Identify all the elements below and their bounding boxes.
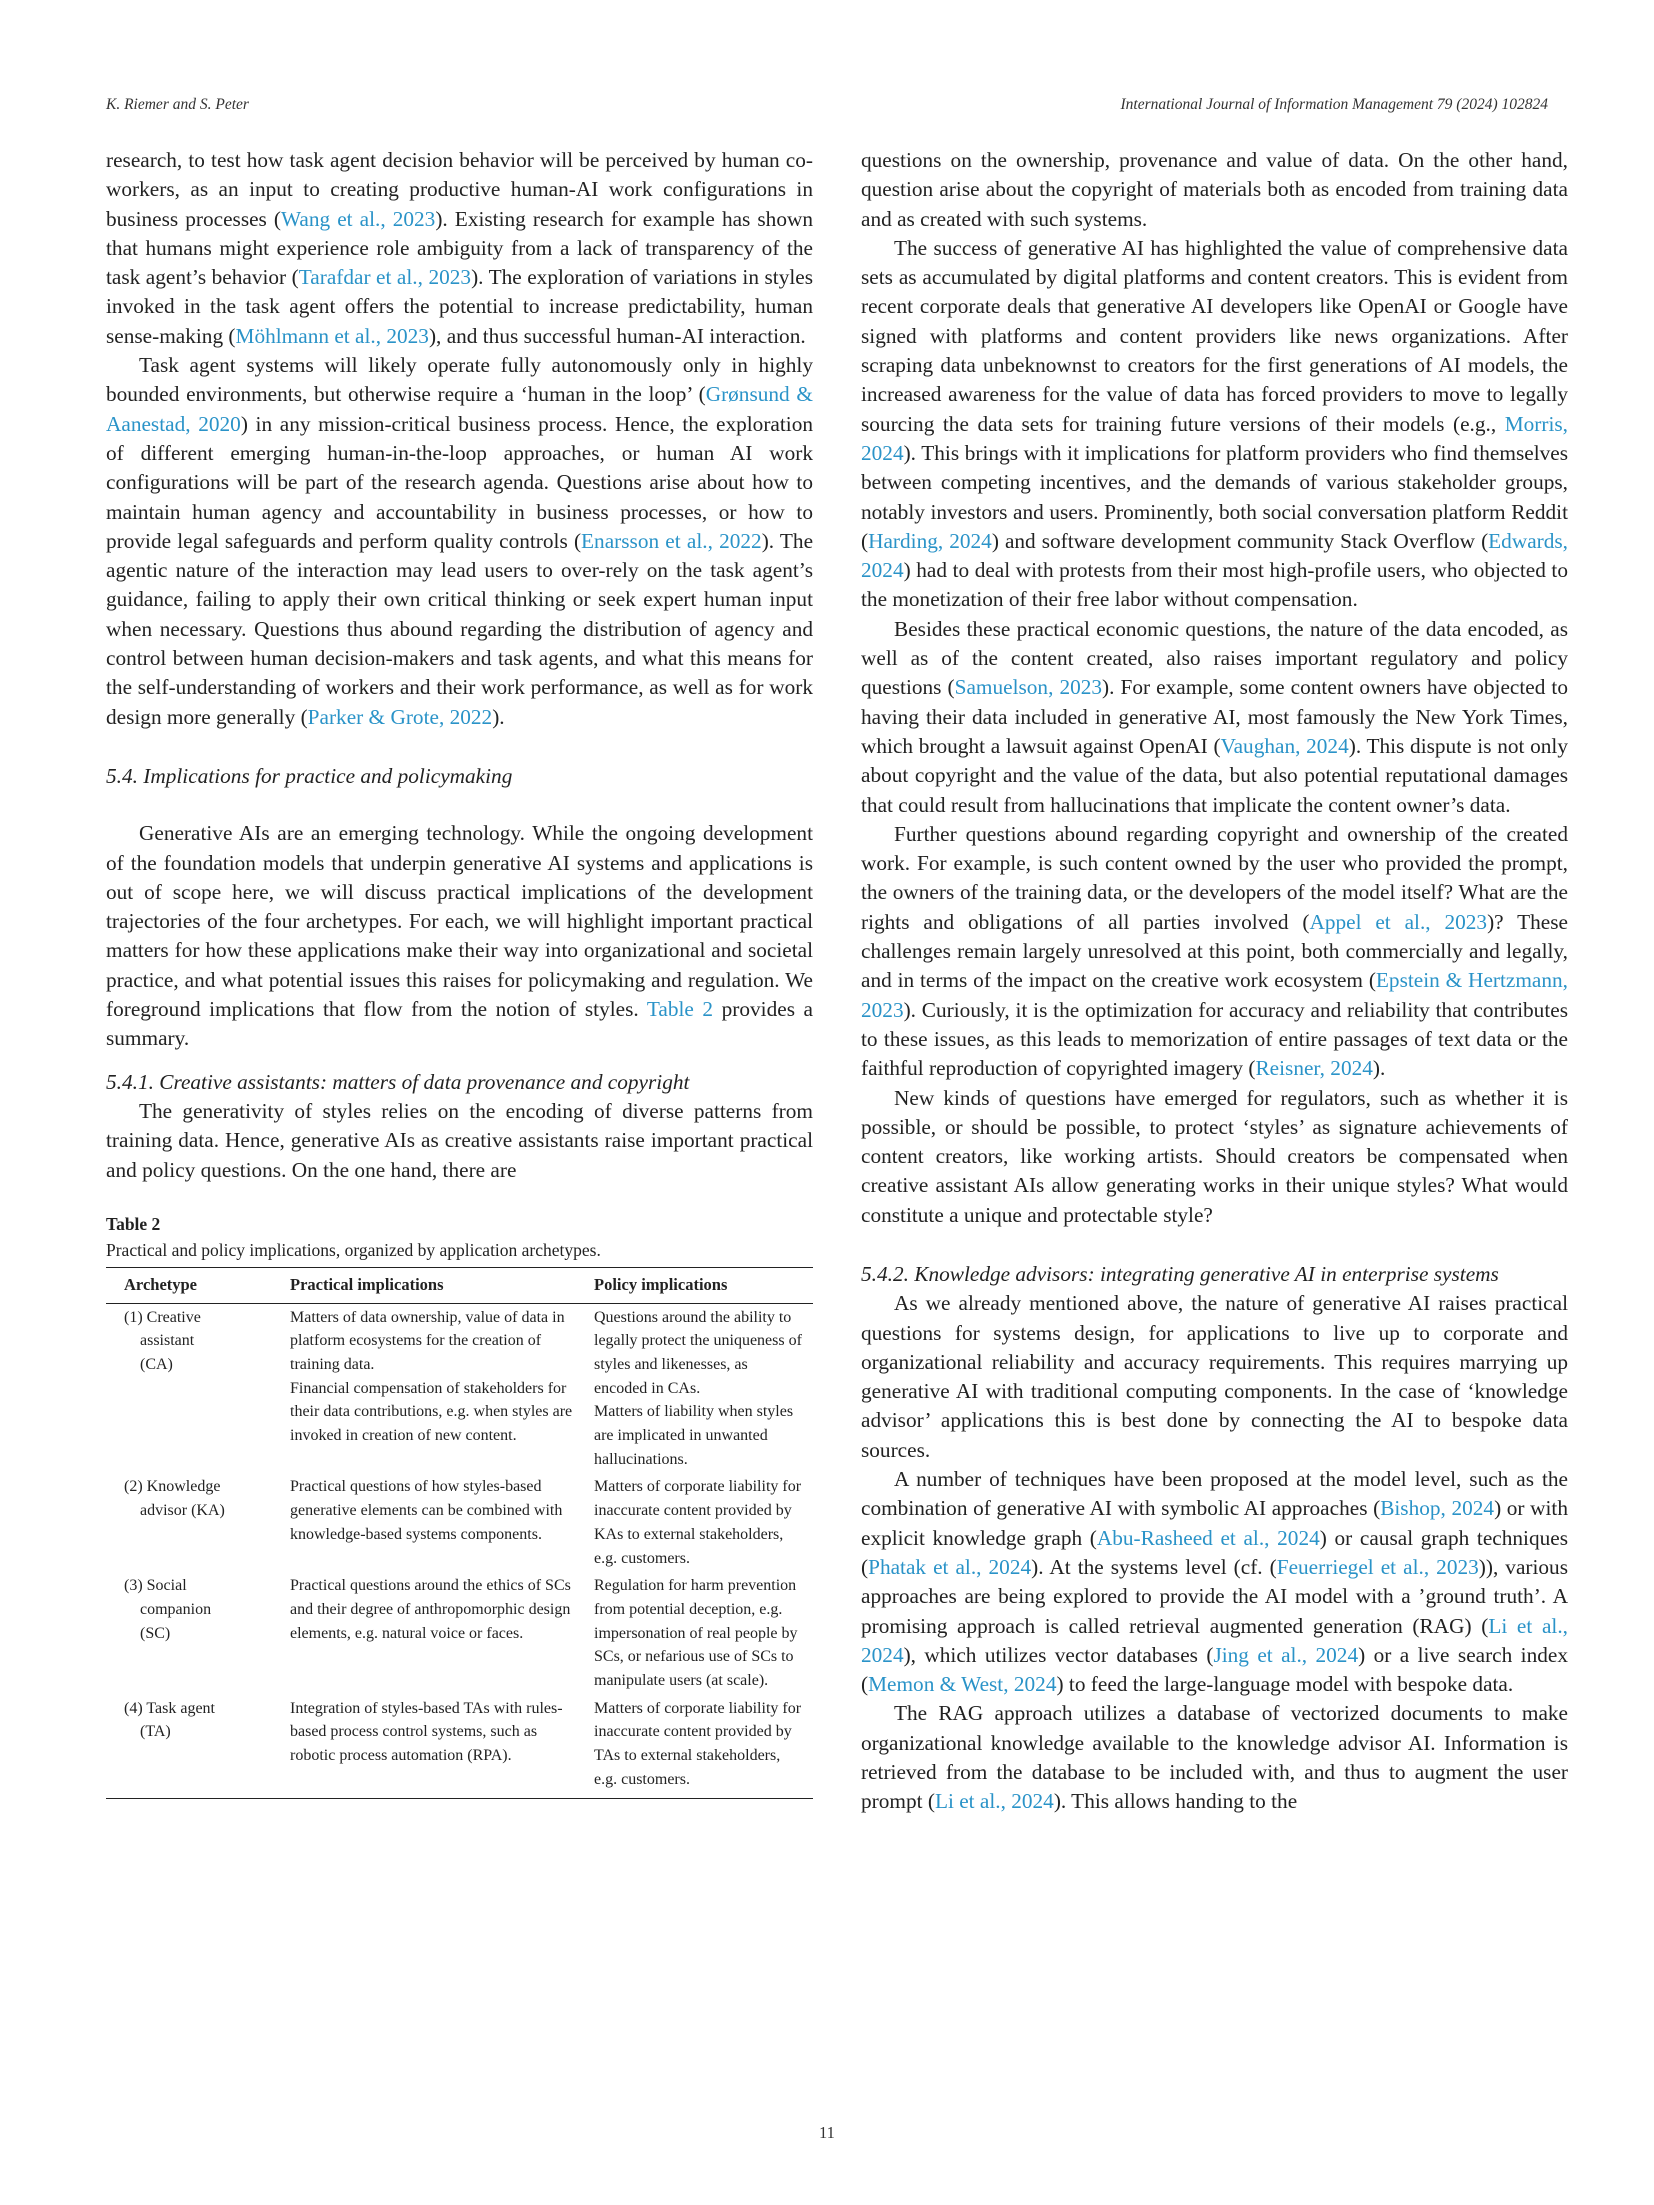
citation-link[interactable]: Morris, 2024 xyxy=(861,411,1568,465)
citation-link[interactable]: Enarsson et al., 2022 xyxy=(581,528,762,553)
citation-link[interactable]: Grønsund & Aanestad, 2020 xyxy=(106,382,813,436)
citation-link[interactable]: Tarafdar et al., 2023 xyxy=(298,265,472,290)
citation-link[interactable]: Appel et al., 2023 xyxy=(1309,909,1488,934)
table-row xyxy=(106,1695,813,1798)
running-header-journal: International Journal of Information Management 79 (2024) 102824 xyxy=(1120,96,1548,113)
policy-implications-cell: Regulation for harm prevention from potential deception, e.g. impersonation of real people by SCs, or nefarious use of SCs to manipulate users (at scale). xyxy=(594,1577,798,1690)
citation-link[interactable]: Abu-Rasheed et al., 2024 xyxy=(1096,1525,1320,1550)
paragraph: Further questions abound regarding copyright and ownership of the created work. For example, is such content owned by the user who provided the prompt, the owners of the training data, or the developers of the model itself? What are the rights and obligations of all parties involved (Appel et al., 2023)? These challenges remain largely unresolved at this point, both commercially and legally, and in terms of the impact on the creative work ecosystem (Epstein & Hertzmann, 2023). Curiously, it is the optimization for accuracy and reliability that contributes to these issues, as this leads to memorization of entire passages of text data or the faithful reproduction of copyrighted imagery (Reisner, 2024). xyxy=(861,821,1568,1081)
subsection-heading: 5.4.2. Knowledge advisors: integrating generative AI in enterprise systems xyxy=(861,1261,1499,1286)
citation-link[interactable]: Samuelson, 2023 xyxy=(954,675,1103,700)
table-row xyxy=(106,1572,813,1695)
table-caption: Practical and policy implications, organized by application archetypes. xyxy=(106,1239,601,1260)
table-body xyxy=(106,1303,813,1798)
table-row xyxy=(106,1303,813,1473)
paragraph: The generativity of styles relies on the encoding of diverse patterns from training data. Hence, generative AIs as creative assistants raise important practical and policy questions. On the one hand, there are xyxy=(106,1098,813,1182)
policy-implications-cell: Matters of corporate liability for inaccurate content provided by KAs to external stakeholders, e.g. customers. xyxy=(594,1478,802,1567)
citation-link[interactable]: Feuerriegel et al., 2023 xyxy=(1276,1554,1479,1579)
paragraph: As we already mentioned above, the nature of generative AI raises practical questions for systems design, for applications to live up to corporate and organizational reliability and accuracy requirements. This requires marrying up generative AI with traditional computing components. In the case of ‘knowledge advisor’ applications this is best done by connecting the AI to bespoke data sources. xyxy=(861,1291,1568,1462)
citation-link[interactable]: Memon & West, 2024 xyxy=(868,1672,1057,1697)
page-number: 11 xyxy=(819,2123,835,2142)
policy-implications-cell: Questions around the ability to legally protect the uniqueness of styles and likenesses, as encoded in CAs. Matters of liability when styles are implicated in unwanted hallucinations. xyxy=(594,1308,802,1468)
citation-link[interactable]: Bishop, 2024 xyxy=(1380,1496,1495,1521)
citation-link[interactable]: Reisner, 2024 xyxy=(1255,1056,1373,1081)
table-title: Table 2 xyxy=(106,1213,161,1234)
paragraph: A number of techniques have been proposed at the model level, such as the combination of generative AI with symbolic AI approaches (Bishop, 2024) or with explicit knowledge graph (Abu-Rasheed et al., 2024) or causal graph techniques (Phatak et al., 2024). At the systems level (cf. (Feuerriegel et al., 2023)), various approaches are being explored to provide the AI model with a ’ground truth’. A promising approach is called retrieval augmented generation (RAG) (Li et al., 2024), which utilizes vector databases (Jing et al., 2024) or a live search index (Memon & West, 2024) to feed the large-language model with bespoke data. xyxy=(861,1467,1568,1697)
column-header: Policy implications xyxy=(586,1267,813,1303)
paragraph: questions on the ownership, provenance and value of data. On the other hand, question arise about the copyright of materials both as encoded from training data and as created with such systems. xyxy=(861,148,1568,231)
table-header-row xyxy=(106,1267,813,1303)
citation-link[interactable]: Wang et al., 2023 xyxy=(281,206,436,231)
citation-link[interactable]: Edwards, 2024 xyxy=(861,528,1568,583)
running-header-authors: K. Riemer and S. Peter xyxy=(106,96,249,113)
paragraph: Besides these practical economic questions, the nature of the data encoded, as well as of the content created, also raises important regulatory and policy questions (Samuelson, 2023). For example, some content owners have objected to having their data included in generative AI, most famously the New York Times, which brought a lawsuit against OpenAI (Vaughan, 2024). This dispute is not only about copyright and the value of the data, but also potential reputational damages that could result from hallucinations that implicate the content owner’s data. xyxy=(861,616,1568,817)
citation-link[interactable]: Möhlmann et al., 2023 xyxy=(235,323,429,348)
citation-link[interactable]: Parker & Grote, 2022 xyxy=(307,704,493,729)
paragraph: Task agent systems will likely operate fully autonomously only in highly bounded environments, but otherwise require a ‘human in the loop’ (Grønsund & Aanestad, 2020) in any mission-critical business process. Hence, the exploration of different emerging human-in-the-loop approaches, or human AI work configurations will be part of the research agenda. Questions arise about how to maintain human agency and accountability in business processes, or how to provide legal safeguards and perform quality controls (Enarsson et al., 2022). The agentic nature of the interaction may lead users to over-rely on the task agent’s guidance, failing to apply their own critical thinking or seek expert human input when necessary. Questions thus abound regarding the distribution of agency and control between human decision-makers and task agents, and what this means for the self-understanding of workers and their work performance, as well as for work design more generally (Parker & Grote, 2022). xyxy=(106,353,814,729)
citation-link[interactable]: Vaughan, 2024 xyxy=(1220,733,1349,758)
paragraph: The success of generative AI has highlighted the value of comprehensive data sets as accumulated by digital platforms and content creators. This is evident from recent corporate deals that generative AI developers like OpenAI or Google have signed with platforms and content providers like news organizations. After scraping data unbeknownst to creators for the first generations of AI models, the increased awareness for the value of data has forced providers to move to legally sourcing the data sets for training future versions of their models (e.g., Morris, 2024). This brings with it implications for platform providers who find themselves between competing incentives, and the demands of various stakeholder groups, notably investors and users. Prominently, both social conversation platform Reddit (Harding, 2024) and software development community Stack Overflow (Edwards, 2024) had to deal with protests from their most high-profile users, who objected to the monetization of their free labor without compensation. xyxy=(861,235,1568,612)
section-heading: 5.4. Implications for practice and policymaking xyxy=(106,763,513,788)
left-column xyxy=(106,146,813,1799)
practical-implications-cell: Matters of data ownership, value of data in platform ecosystems for the creation of training data. Financial compensation of stakeholders for their data contributions, e.g. when styles are invoked in creation of new content. xyxy=(290,1308,573,1445)
citation-link[interactable]: Phatak et al., 2024 xyxy=(868,1554,1032,1579)
archetype-cell: (2) Knowledge advisor (KA) xyxy=(124,1478,225,1520)
implications-table xyxy=(106,1267,813,1799)
archetype-cell: (1) Creative assistant (CA) xyxy=(124,1308,201,1373)
citation-link[interactable]: Harding, 2024 xyxy=(868,528,992,553)
paragraph: New kinds of questions have emerged for regulators, such as whether it is possible, or should be possible, to protect ‘styles’ as signature achievements of content creators, like working artists. Should creators be compensated when creative assistant AIs allow generating works in their unique styles? What would constitute a unique and protectable style? xyxy=(861,1085,1568,1227)
practical-implications-cell: Practical questions of how styles-based generative elements can be combined with knowledge-based systems components. xyxy=(290,1478,563,1543)
column-header: Archetype xyxy=(106,1267,282,1303)
citation-link[interactable]: Jing et al., 2024 xyxy=(1213,1642,1359,1667)
archetype-cell: (4) Task agent (TA) xyxy=(106,1695,282,1798)
practical-implications-cell: Practical questions around the ethics of SCs and their degree of anthropomorphic design elements, e.g. natural voice or faces. xyxy=(290,1577,571,1642)
practical-implications-cell: Integration of styles-based TAs with rules-based process control systems, such as robotic process automation (RPA). xyxy=(282,1695,586,1798)
citation-link[interactable]: Epstein & Hertzmann, 2023 xyxy=(861,968,1568,1022)
column-header: Practical implications xyxy=(282,1267,586,1303)
policy-implications-cell: Matters of corporate liability for inaccurate content provided by TAs to external stakeholders, e.g. customers. xyxy=(586,1695,813,1798)
paragraph: The RAG approach utilizes a database of vectorized documents to make organizational knowledge available to the knowledge advisor AI. Information is retrieved from the database to be included with, and thus to augment the user prompt (Li et al., 2024). This allows handing to the xyxy=(861,1701,1568,1814)
subsection-heading: 5.4.1. Creative assistants: matters of data provenance and copyright xyxy=(106,1069,690,1094)
paragraph: Generative AIs are an emerging technology. While the ongoing development of the foundation models that underpin generative AI systems and applications is out of scope here, we will discuss practical implications of the development trajectories of the four archetypes. For each, we will highlight important practical matters for how these applications make their way into organizational and societal practice, and what potential issues this raises for policymaking and regulation. We foreground implications that flow from the notion of styles. Table 2 provides a summary. xyxy=(106,821,813,1051)
citation-link[interactable]: Li et al., 2024 xyxy=(861,1613,1568,1667)
right-column xyxy=(861,146,1568,1817)
citation-link[interactable]: Table 2 xyxy=(646,997,714,1022)
paragraph: research, to test how task agent decision behavior will be perceived by human co-workers, as an input to creating productive human-AI work configurations in business processes (Wang et al., 2023). Existing research for example has shown that humans might experience role ambiguity from a lack of transparency of the task agent’s behavior (Tarafdar et al., 2023). The exploration of variations in styles invoked in the task agent offers the potential to increase predictability, human sense-making (Möhlmann et al., 2023), and thus successful human-AI interaction. xyxy=(106,148,814,348)
archetype-cell: (3) Social companion (SC) xyxy=(124,1577,212,1642)
citation-link[interactable]: Li et al., 2024 xyxy=(934,1789,1054,1814)
table-row xyxy=(106,1473,813,1572)
